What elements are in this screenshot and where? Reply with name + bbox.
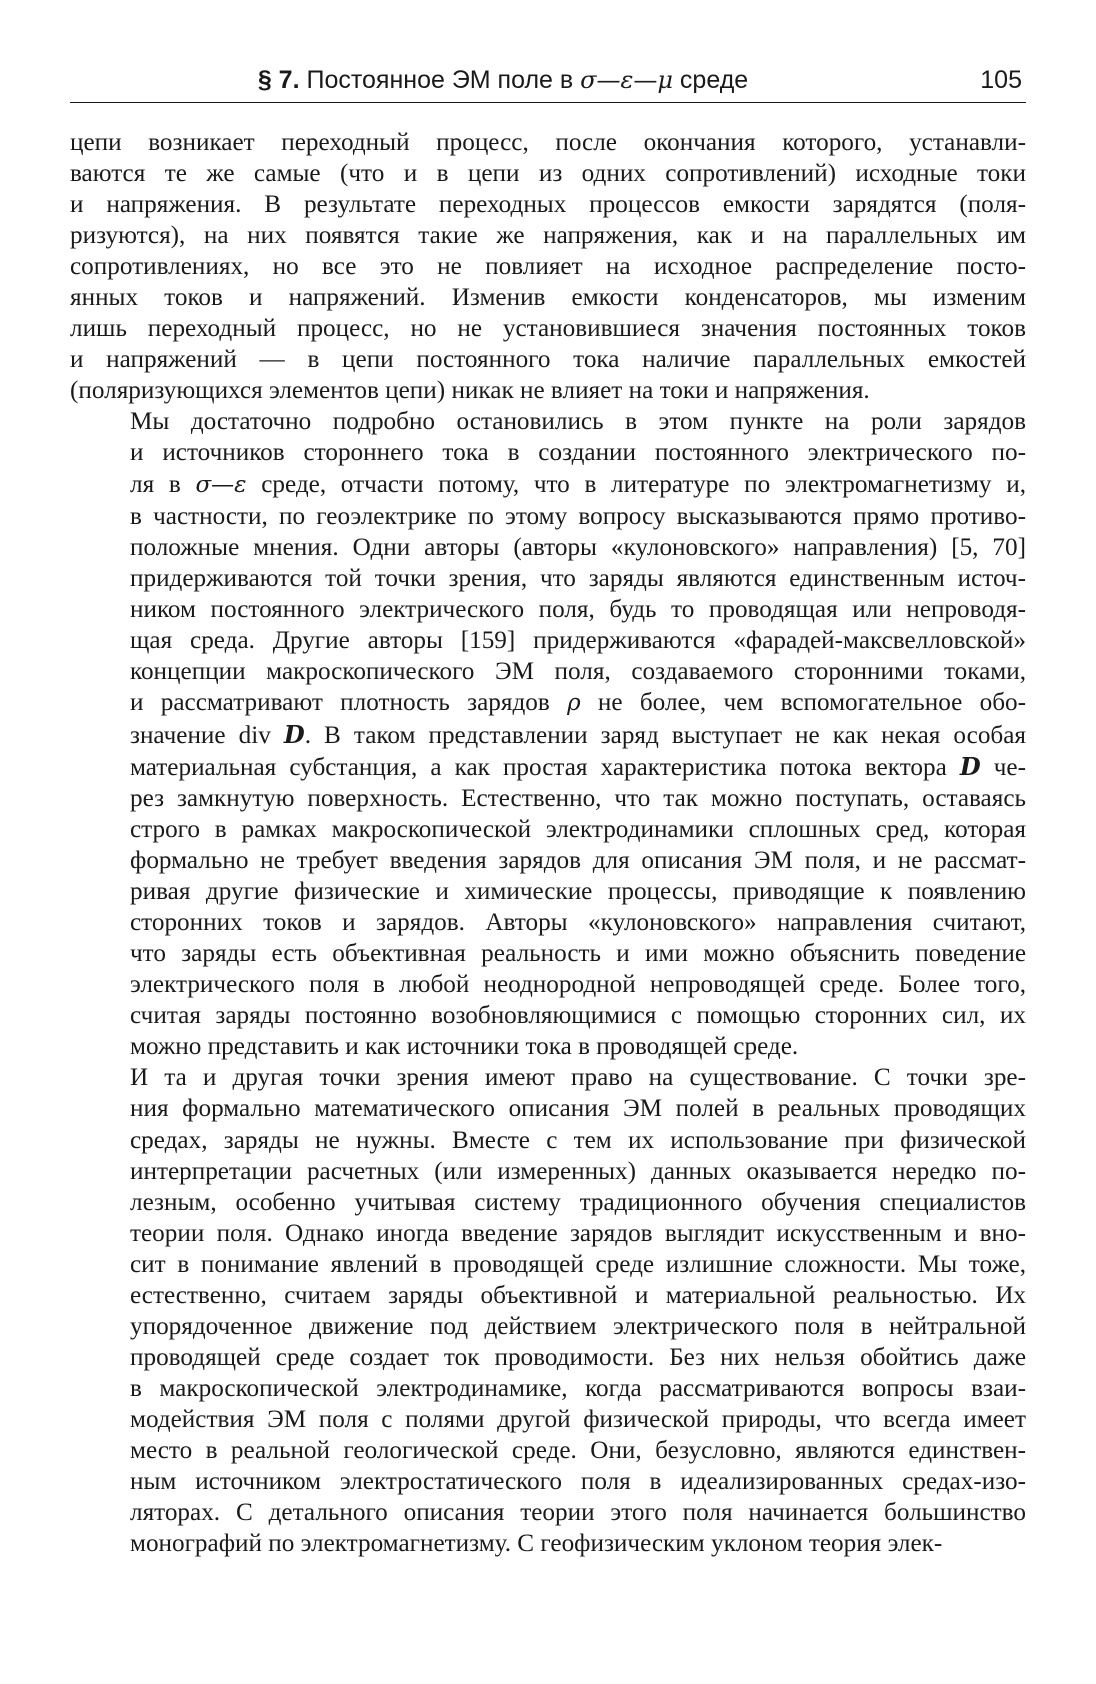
text-line: щая среда. Другие авторы [159] придерживаются «фарадей-максвелловской» <box>130 626 1026 654</box>
title-tail: среде <box>672 66 749 94</box>
text-line: средах, заряды не нужны. Вместе с тем их использование при физической <box>130 1126 1026 1154</box>
text-line: ляторах. С детального описания теории этого поля начинается большинство <box>130 1499 1026 1527</box>
text-line: модействия ЭМ поля с полями другой физической природы, что всегда имеет <box>130 1405 1026 1433</box>
text-line: естественно, считаем заряды объективной и материальной реальностью. Их <box>130 1281 1026 1309</box>
text-line: можно представить и как источники тока в проводящей среде. <box>130 1033 799 1061</box>
text-line: в частности, по геоэлектрике по этому вопросу высказываются прямо противо- <box>130 502 1026 530</box>
text-line: ником постоянного электрического поля, будь то проводящая или непроводя- <box>130 595 1026 623</box>
paragraph-2 <box>70 406 1026 1062</box>
text-line: цепи возникает переходный процесс, после окончания которого, устанавли- <box>70 129 1026 156</box>
paragraph-3 <box>70 1062 1026 1559</box>
page-number: 105 <box>980 66 1022 94</box>
text-line: упорядоченное движение под действием электрического поля в нейтральной <box>130 1312 1026 1340</box>
text-line: рез замкнутую поверхность. Естественно, что так можно поступать, оставаясь <box>130 784 1026 812</box>
text-line: в макроскопической электродинамике, когда рассматриваются вопросы взаи- <box>130 1374 1026 1402</box>
text-line: монографий по электромагнетизму. С геофизическим уклоном теория элек- <box>130 1530 943 1558</box>
text-line: лезным, особенно учитывая систему традиционного обучения специалистов <box>130 1188 1026 1216</box>
math-symbol: ρ <box>567 689 581 716</box>
text-line: и рассматривают плотность зарядов ρ не более, чем вспомогательное обо- <box>130 688 1026 716</box>
text-line: ривая другие физические и химические процессы, приводящие к появлению <box>130 878 1026 906</box>
text-line: электрического поля в любой неоднородной непроводящей среде. Более того, <box>130 971 1026 999</box>
vector-symbol: D <box>283 719 305 749</box>
text-line: сторонних токов и зарядов. Авторы «кулоновского» направления считают, <box>130 909 1026 937</box>
text-line: материальная субстанция, а как простая характеристика потока вектора D че- <box>130 751 1026 781</box>
text-line: формально не требует введения зарядов для описания ЭМ поля, и не рассмат- <box>130 847 1026 875</box>
title-text: Постоянное ЭМ поле в <box>306 66 581 94</box>
section-mark: § 7. <box>257 66 300 94</box>
math-symbol: σ—ε <box>195 471 247 498</box>
text-line: строго в рамках макроскопической электродинамики сплошных сред, которая <box>130 816 1026 844</box>
text-line: ризуются), на них появятся такие же напряжения, как и на параллельных им <box>70 222 1026 250</box>
text-line: (поляризующихся элементов цепи) никак не влияет на токи и напряжения. <box>70 377 870 405</box>
text-line: сит в понимание явлений в проводящей среде излишние сложности. Мы тоже, <box>130 1250 1026 1278</box>
text-line: интерпретации расчетных (или измеренных) данных оказывается нередко по- <box>130 1157 1026 1185</box>
running-head-title <box>70 66 936 95</box>
text-line: проводящей среде создает ток проводимости. Без них нельзя обойтись даже <box>130 1343 1026 1371</box>
text-line: придерживаются той точки зрения, что заряды являются единственным источ- <box>130 564 1026 592</box>
text-line: ным источником электростатического поля в идеализированных средах-изо- <box>130 1468 1026 1496</box>
text-line: Мы достаточно подробно остановились в этом пункте на роли зарядов <box>130 408 1026 436</box>
title-math: σ—ε—μ <box>580 66 673 94</box>
text-line: ля в σ—ε среде, отчасти потому, что в литературе по электромагнетизму и, <box>130 470 1026 498</box>
text-line: и напряжений — в цепи постоянного тока наличие параллельных емкостей <box>70 346 1026 374</box>
text-line: янных токов и напряжений. Изменив емкости конденсаторов, мы изменим <box>70 284 1026 312</box>
text-line: что заряды есть объективная реальность и ими можно объяснить поведение <box>130 940 1026 968</box>
text-line: считая заряды постоянно возобновляющимися с помощью сторонних сил, их <box>130 1002 1026 1030</box>
book-page <box>70 62 1026 1559</box>
text-line: и источников стороннего тока в создании постоянного электрического по- <box>130 439 1026 467</box>
text-line: лишь переходный процесс, но не установившиеся значения постоянных токов <box>70 315 1026 343</box>
text-line: теории поля. Однако иногда введение зарядов выглядит искусственным и вно- <box>130 1219 1026 1247</box>
text-line: положные мнения. Одни авторы (авторы «кулоновского» направления) [5, 70] <box>130 533 1027 561</box>
text-line: И та и другая точки зрения имеют право на существование. С точки зре- <box>130 1064 1026 1092</box>
text-line: место в реальной геологической среде. Они, безусловно, являются единствен- <box>130 1436 1026 1464</box>
body-text <box>70 127 1026 1559</box>
text-line: ния формально математического описания ЭМ полей в реальных проводящих <box>130 1095 1026 1123</box>
text-line: и напряжения. В результате переходных процессов емкости зарядятся (поля- <box>70 191 1026 219</box>
text-line: концепции макроскопического ЭМ поля, создаваемого сторонними токами, <box>130 657 1026 685</box>
running-head <box>70 62 1026 103</box>
text-line: ваются те же самые (что и в цепи из одних сопротивлений) исходные токи <box>70 160 1026 188</box>
text-line: значение div D. В таком представлении заряд выступает не как некая особая <box>130 719 1026 749</box>
vector-symbol: D <box>959 751 981 781</box>
text-line: сопротивлениях, но все это не повлияет на исходное распределение посто- <box>70 253 1026 281</box>
paragraph-1 <box>70 127 1026 406</box>
